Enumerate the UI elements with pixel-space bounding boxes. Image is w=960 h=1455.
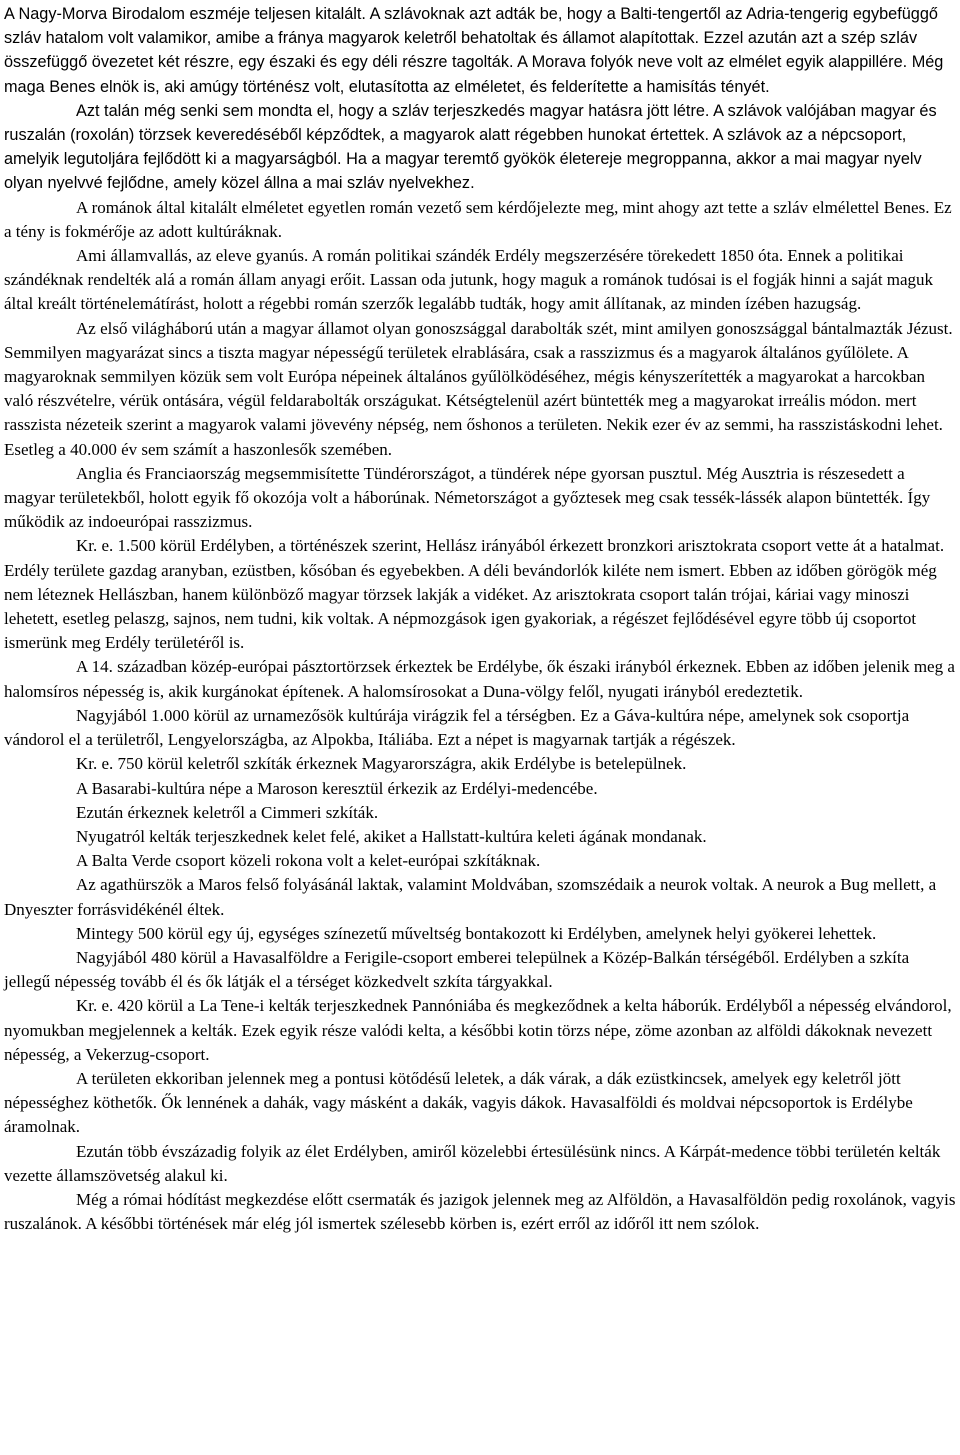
paragraph: A területen ekkoriban jelennek meg a pontusi kötődésű leletek, a dák várak, a dák ezüstkincsek, amelyek egy keletről jött népességhez köthetők. Ők lennének a dahák, vagy másként a dakák, vagyis dákok. Havasalföldi és moldvai népcsoportok is Erdélybe áramolnak. [4,1068,913,1137]
paragraph: Ezután érkeznek keletről a Cimmeri szkíták. [76,802,379,822]
paragraph: Kr. e. 750 körül keletről szkíták érkeznek Magyarországra, akik Erdélybe is betelepülnek. [76,754,687,774]
paragraph: A Basarabi-kultúra népe a Maroson keresztül érkezik az Erdélyi-medencébe. [76,778,598,798]
paragraph: A Nagy-Morva Birodalom eszméje teljesen kitalált. A szlávoknak azt adták be, hogy a Balti-tengertől az Adria-tengerig egybefüggő szláv hatalom volt valamikor, amibe a fránya magyarok keletről behatoltak és államot alapítottak. Ezzel azután azt a szép szláv összefüggő övezetet két részre, egy északi és egy déli részre tagolták. A Morava folyók neve volt az elmélet egyik alappillére. Még maga Benes elnök is, aki amúgy történész volt, elutasította az elméletet, és felderítette a hamisítás tényét. [4,5,944,96]
paragraph: Az első világháború után a magyar államot olyan gonoszsággal darabolták szét, mint amilyen gonoszsággal bántalmazták Jézust. Semmilyen magyarázat sincs a tiszta magyar népességű területek elrablására, csak a rasszizmus és a magyarok általános gyűlölete. A magyaroknak semmilyen közük sem volt Európa népeinek általános gyűlölködéséhez, mégis kényszerítették a magyarokat a harcokban való részvételre, vérük ontására, végül feldarabolták országukat. Kétségtelenül azért büntették meg a magyarokat irreális módon. mert rasszista nézeteik szerint a magyarok valami jövevény népség, nem őshonos a területen. Nekik ezer év az semmi, ha rasszistáskodni lehet. Esetleg a 40.000 év sem számít a haszonlesők szemében. [4,318,953,459]
paragraph: A 14. században közép-európai pásztortörzsek érkeztek be Erdélybe, ők északi irányból érkeznek. Ebben az időben jelenik meg a halomsíros népesség is, akik kurgánokat építenek. A halomsírosokat a Duna-völgy felől, nyugati irányból eredeztetik. [4,657,955,701]
paragraph: Ezután több évszázadig folyik az élet Erdélyben, amiről közelebbi értesülésünk nincs. A Kárpát-medence többi területén kelták vezette államszövetség alakul ki. [4,1141,941,1185]
paragraph: Még a római hódítást megkezdése előtt csermaták és jazigok jelennek meg az Alföldön, a Havasalföldön pedig roxolánok, vagyis ruszalánok. A későbbi történések már elég jól ismertek szélesebb körben is, ezért erről az időről itt nem szólok. [4,1189,956,1234]
paragraph: Az agathürszök a Maros felső folyásánál laktak, valamint Moldvában, szomszédaik a neurok voltak. A neurok a Bug mellett, a Dnyeszter forrásvidékénél éltek. [4,875,937,919]
paragraph: Mintegy 500 körül egy új, egységes színezetű műveltség bontakozott ki Erdélyben, amelynek helyi gyökerei lehettek. [76,923,877,943]
paragraph: A románok által kitalált elméletet egyetlen román vezető sem kérdőjelezte meg, mint ahogy azt tette a szláv elmélettel Benes. Ez a tény is fokmérője az adott kultúráknak. [4,197,952,241]
paragraph: Azt talán még senki sem mondta el, hogy a szláv terjeszkedés magyar hatásra jött létre. A szlávok valójában magyar és ruszalán (roxolán) törzsek keveredéséből képződtek, a magyarok alatt régebben hunokat értettek. A szlávok az a népcsoport, amelyik legutoljára fejlődött ki a magyarságból. Ha a magyar teremtő gyökök életereje megroppanna, akkor a mai magyar nyelv olyan nyelvvé fejlődne, amely közel állna a mai szláv nyelvekhez. [4,101,937,193]
paragraph: Kr. e. 1.500 körül Erdélyben, a történészek szerint, Hellász irányából érkezett bronzkori arisztokrata csoport vette át a hatalmat. Erdély területe gazdag aranyban, ezüstben, kősóban és egyebekben. A déli bevándorlók kiléte nem ismert. Ebben az időben görögök még nem léteznek Hellászban, hanem különböző magyar törzsek lakják a vidéket. Az arisztokrata csoport talán trójai, káriai vagy minoszi lehetett, esetleg pelaszg, sajnos, nem tudni, kik voltak. A népmozgások igen gyakoriak, a régészet fejlődésével egyre több új csoportot ismerünk meg Erdély területéről is. [4,536,945,653]
paragraph: Anglia és Franciaország megsemmisítette Tündérországot, a tündérek népe gyorsan pusztul. Még Ausztria is részesedett a magyar területekből, holott egyik fő okozója volt a háborúnak. Németországot a győztesek meg csak tessék-lássék alapon büntették. Így működik az indoeurópai rasszizmus. [4,463,931,532]
paragraph: Ami államvallás, az eleve gyanús. A román politikai szándék Erdély megszerzésére törekedett 1850 óta. Ennek a politikai szándéknak rendelték alá a román állam anyagi erőit. Lassan oda jutunk, hogy maguk a románok tudósai is el fogják hinni a saját maguk által kreált történelemátírást, holott a régebbi román szerzők legalább tudták, hogy amit állítanak, az minden ízében hazugság. [4,246,934,314]
paragraph: Nyugatról kelták terjeszkednek kelet felé, akiket a Hallstatt-kultúra keleti ágának mondanak. [76,826,707,846]
paragraph: Nagyjából 1.000 körül az urnamezősök kultúrája virágzik fel a térségben. Ez a Gáva-kultúra népe, amelynek sok csoportja vándorol el a területről, Lengyelországba, az Alpokba, Itáliába. Ezt a népet is magyarnak tartják a régészek. [4,705,910,750]
paragraph: Kr. e. 420 körül a La Tene-i kelták terjeszkednek Pannóniába és megkeződnek a kelta háborúk. Erdélyből a népesség elvándorol, nyomukban megjelennek a kelták. Ezek egyik része valódi kelta, a későbbi kotin törzs népe, zöme azonban az alföldi dákoknak nevezett népesség, a Vekerzug-csoport. [4,996,952,1064]
paragraph: A Balta Verde csoport közeli rokona volt a kelet-európai szkítáknak. [76,851,541,871]
paragraph: Nagyjából 480 körül a Havasalföldre a Ferigile-csoport emberei települnek a Közép-Balkán térségéből. Erdélyben a szkíta jellegű népesség tovább él és ők látják el a térséget közkedvelt szkíta tárgyakkal. [4,947,910,992]
